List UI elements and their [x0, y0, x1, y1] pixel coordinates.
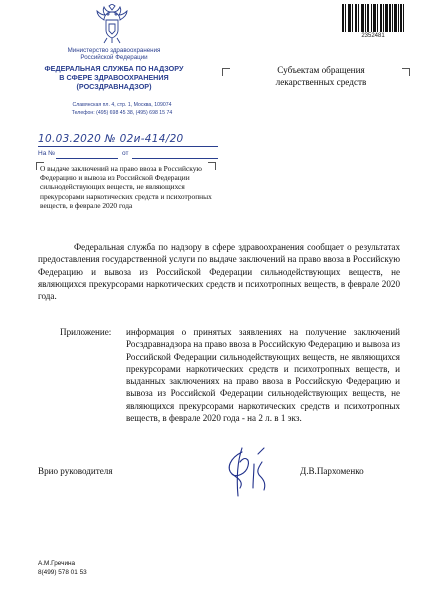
- body-paragraph: Федеральная служба по надзору в сфере здравоохранения сообщает о результатах предоставления государственной услуги по выдаче заключений на право ввоза в Российскую Федерацию и вывоза из Российской Федерации сильнодействующих веществ, не являющихся прекурсорами наркотических средств и психотропных веществ, в феврале 2020 года.: [38, 242, 400, 302]
- signer-name: Д.В.Пархоменко: [300, 466, 364, 476]
- signer-title: Врио руководителя: [38, 466, 113, 476]
- ref-from-line: [132, 158, 218, 159]
- agency-phone: Телефон: (495) 698 45 38, (495) 698 15 74: [71, 110, 173, 116]
- addressee-line-1: Субъектам обращения: [277, 65, 365, 75]
- agency-name-line-2: В СФЕРЕ ЗДРАВООХРАНЕНИЯ: [59, 73, 169, 82]
- executor-block: [38, 560, 87, 577]
- agency-address: Славянская пл. 4, стр. 1, Москва, 109074: [72, 102, 172, 108]
- handwritten-registration: 10.03.2020 № 02и-414/20: [38, 133, 184, 145]
- appendix-label: Приложение:: [60, 327, 112, 337]
- appendix-text: информация о принятых заявлениях на получение заключений Росздравнадзора на право ввоза в Российскую Федерацию и вывоза из Российской Федерации сильнодействующих веществ, не являющихся прекурсорами наркотических средств и психотропных веществ, и выданных заключениях на право ввоза в Российскую Федерацию и вывоза из Российской Федерации сильнодействующих веществ, не являющихся прекурсорами наркотических средств и психотропных веществ, в феврале 2020 года - на 2 л. в 1 экз.: [126, 327, 400, 424]
- ref-no-line: [56, 158, 118, 159]
- ministry-name-line-2: Российской Федерации: [80, 54, 148, 61]
- reference-row: [38, 150, 218, 160]
- barcode-number: 2352481: [361, 33, 385, 39]
- registration-underline: [38, 146, 218, 147]
- barcode-icon: [342, 4, 404, 32]
- handwritten-signature: [220, 444, 280, 500]
- russian-coat-of-arms-icon: [95, 4, 129, 44]
- ministry-name-line-1: Министерство здравоохранения: [67, 47, 161, 54]
- addressee-line-2: лекарственных средств: [275, 77, 367, 87]
- executor-phone: 8(499) 578 01 53: [38, 568, 87, 576]
- addressee-corner-tl: [222, 68, 230, 76]
- ref-no-label: На №: [38, 150, 56, 157]
- agency-name-line-1: ФЕДЕРАЛЬНАЯ СЛУЖБА ПО НАДЗОРУ: [44, 64, 184, 73]
- addressee-block: [232, 64, 410, 88]
- subject-text: О выдаче заключений на право ввоза в Российскую Федерацию и вывоза из Российской Федерации сильнодействующих веществ, не являющихся прекурсорами наркотических средств и психотропных веществ, в феврале 2020 года: [40, 164, 212, 210]
- agency-name-line-3: (РОСЗДРАВНАДЗОР): [76, 82, 152, 91]
- ref-from-label: от: [122, 150, 129, 157]
- executor-name: А.М.Гречина: [38, 560, 76, 567]
